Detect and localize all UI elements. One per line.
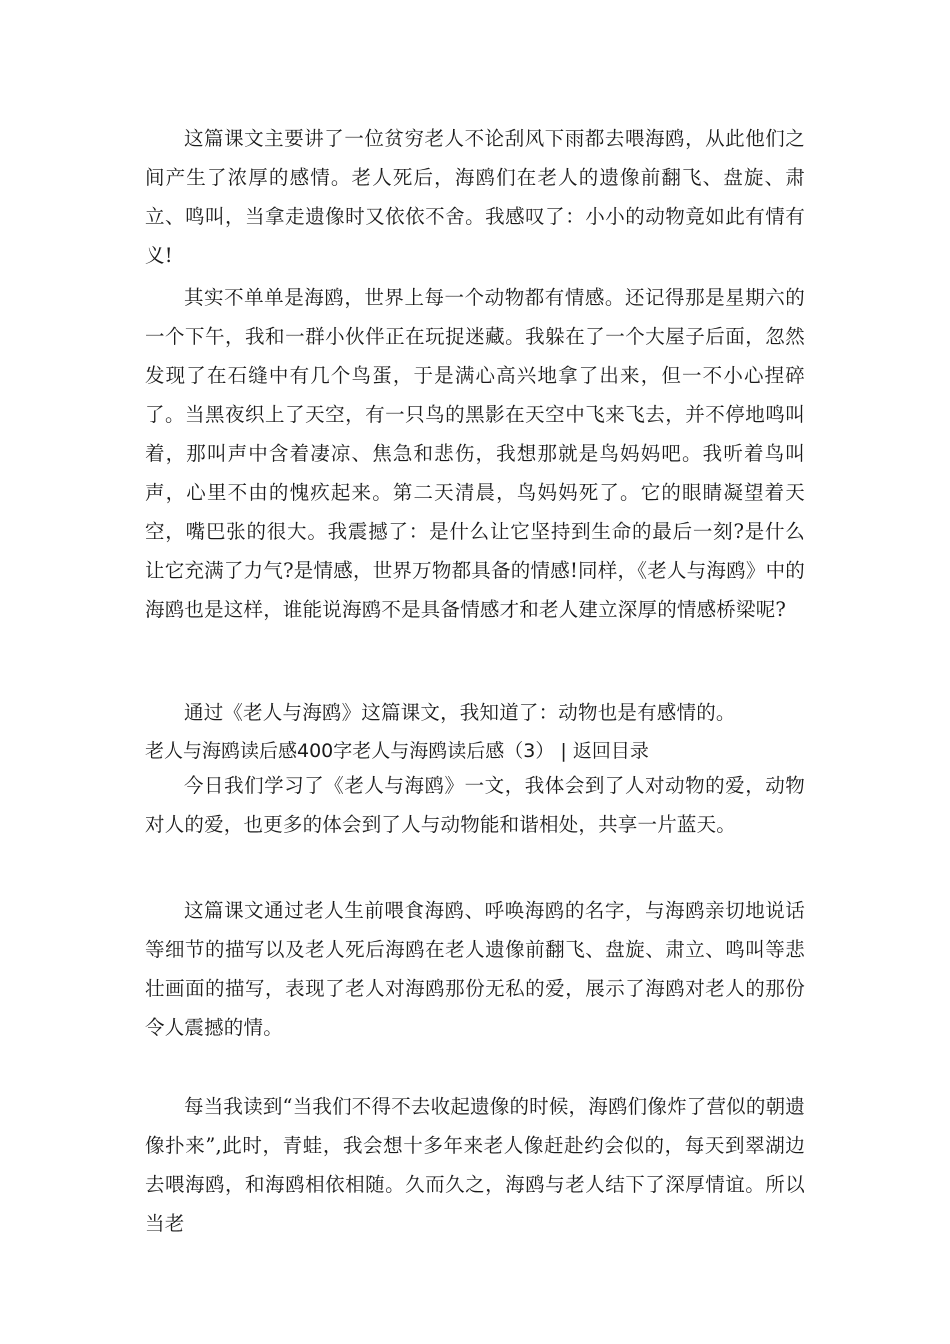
paragraph-reading-reflection: 每当我读到“当我们不得不去收起遗像的时候，海鸥们像炸了营似的朝遗像扑来”,此时，青蛙，我会想十多年来老人像赶赴约会似的，每天到翠湖边去喂海鸥，和海鸥相依相随。久而久之，海鸥与老人结下了深厚情谊。所以当老 — [145, 1095, 805, 1235]
back-to-toc-link[interactable]: 返回目录 — [572, 740, 649, 762]
paragraph-summary: 这篇课文主要讲了一位贫穷老人不论刮风下雨都去喂海鸥，从此他们之间产生了浓厚的感情。老人死后，海鸥们在老人的遗像前翻飞、盘旋、肃立、鸣叫，当拿走遗像时又依依不舍。我感叹了：小小的动物竟如此有情有义! — [145, 127, 805, 267]
section-title: 老人与海鸥读后感400字老人与海鸥读后感（3） — [145, 740, 555, 762]
paragraph-bird-story: 其实不单单是海鸥，世界上每一个动物都有情感。还记得那是星期六的一个下午，我和一群小伙伴正在玩捉迷藏。我躲在了一个大屋子后面，忽然发现了在石缝中有几个鸟蛋，于是满心高兴地拿了出来，但一不小心捏碎了。当黑夜织上了天空，有一只鸟的黑影在天空中飞来飞去，并不停地鸣叫着，那叫声中含着凄凉、焦急和悲伤，我想那就是鸟妈妈吧。我听着鸟叫声，心里不由的愧疚起来。第二天清晨，鸟妈妈死了。它的眼睛凝望着天空，嘴巴张的很大。我震撼了：是什么让它坚持到生命的最后一刻?是什么让它充满了力气?是情感，世界万物都具备的情感!同样，《老人与海鸥》中的海鸥也是这样，谁能说海鸥不是具备情感才和老人建立深厚的情感桥梁呢? — [145, 286, 805, 621]
paragraph-today-lesson: 今日我们学习了《老人与海鸥》一文，我体会到了人对动物的爱，动物对人的爱，也更多的体会到了人与动物能和谐相处，共享一片蓝天。 — [145, 774, 805, 836]
paragraph-conclusion: 通过《老人与海鸥》这篇课文，我知道了：动物也是有感情的。 — [184, 701, 736, 724]
paragraph-details: 这篇课文通过老人生前喂食海鸥、呼唤海鸥的名字，与海鸥亲切地说话等细节的描写以及老人死后海鸥在老人遗像前翻飞、盘旋、肃立、鸣叫等悲壮画面的描写，表现了老人对海鸥那份无私的爱，展示了海鸥对老人的那份令人震撼的情。 — [145, 899, 805, 1039]
heading-separator: | — [560, 740, 573, 762]
section-heading — [145, 735, 805, 767]
